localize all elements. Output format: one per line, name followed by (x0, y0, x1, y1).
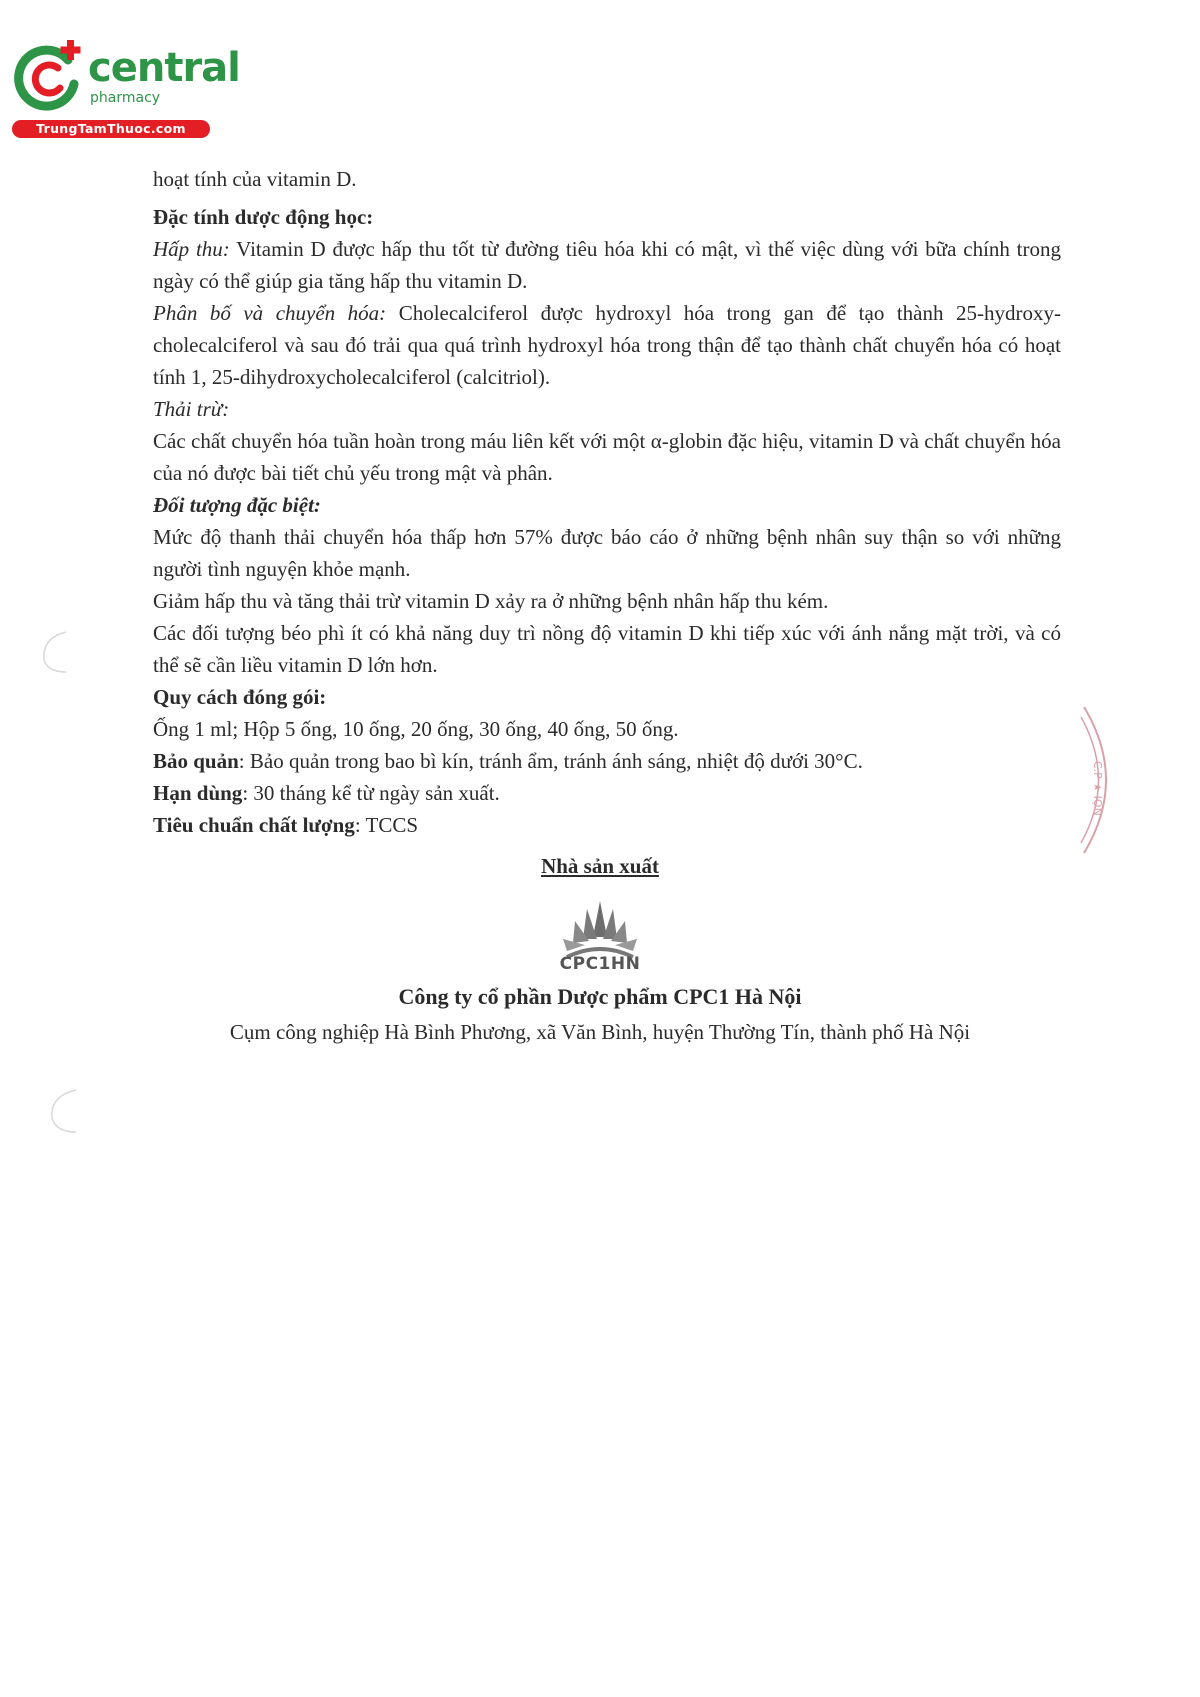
partial-stamp (1080, 705, 1124, 855)
heading-special-populations: Đối tượng đặc biệt: (153, 493, 321, 517)
document-body (153, 163, 1061, 841)
pharmacy-logo (12, 38, 240, 138)
manufacturer-address: Cụm công nghiệp Hà Bình Phương, xã Văn Bình, huyện Thường Tín, thành phố Hà Nội (229, 1020, 971, 1044)
paragraph-continuation: hoạt tính của vitamin D. (153, 167, 357, 191)
paragraph-packaging: Ống 1 ml; Hộp 5 ống, 10 ống, 20 ống, 30 ống, 40 ống, 50 ống. (153, 717, 679, 741)
logo-subtitle: pharmacy (90, 90, 161, 106)
logo-brand: central (88, 45, 240, 91)
paragraph-expiry (153, 777, 1061, 809)
label-distribution: Phân bố và chuyển hóa: (153, 301, 387, 325)
stamp-text: C.P ★ IỘN (1091, 761, 1104, 816)
label-absorption: Hấp thu: (153, 237, 230, 261)
label-elimination: Thải trừ: (153, 397, 230, 421)
text-expiry: : 30 tháng kể từ ngày sản xuất. (242, 781, 500, 805)
paragraph-special-1: Mức độ thanh thải chuyển hóa thấp hơn 57% được báo cáo ở những bệnh nhân suy thận so với những người tình nguyện khỏe mạnh. (153, 525, 1061, 581)
heading-pharmacokinetics: Đặc tính dược động học: (153, 205, 374, 229)
punch-hole-mark (40, 630, 70, 674)
paragraph-elimination: Các chất chuyển hóa tuần hoàn trong máu liên kết với một α-globin đặc hiệu, vitamin D và chất chuyển hóa của nó được bài tiết chủ yếu trong mật và phân. (153, 429, 1061, 485)
text-absorption: Vitamin D được hấp thu tốt từ đường tiêu hóa khi có mật, vì thế việc dùng với bữa chính trong ngày có thể giúp gia tăng hấp thu vitamin D. (153, 237, 1062, 293)
cpc1-logo-text: CPC1HN (559, 954, 641, 974)
paragraph-standard (153, 809, 1061, 841)
text-standard: : TCCS (354, 813, 419, 837)
punch-hole-mark (46, 1088, 80, 1134)
paragraph-absorption (153, 233, 1061, 297)
paragraph-special-3: Các đối tượng béo phì ít có khả năng duy trì nồng độ vitamin D khi tiếp xúc với ánh nắng mặt trời, và có thể sẽ cần liều vitamin D lớn hơn. (153, 621, 1061, 677)
heading-packaging: Quy cách đóng gói: (153, 685, 327, 709)
label-storage: Bảo quản (153, 749, 239, 773)
paragraph-storage (153, 745, 1061, 777)
manufacturer-heading: Nhà sản xuất (541, 854, 659, 878)
label-expiry: Hạn dùng (153, 781, 243, 805)
manufacturer-company: Công ty cổ phần Dược phẩm CPC1 Hà Nội (398, 984, 802, 1009)
text-storage: : Bảo quản trong bao bì kín, tránh ẩm, tránh ánh sáng, nhiệt độ dưới 30°C. (238, 749, 863, 773)
label-standard: Tiêu chuẩn chất lượng (153, 813, 355, 837)
paragraph-distribution (153, 297, 1061, 393)
central-logo-icon (12, 38, 92, 118)
text-distribution: Cholecalciferol được hydroxyl hóa trong gan để tạo thành 25-hydroxy-cholecalciferol và sau đó trải qua quá trình hydroxyl hóa trong thận để tạo thành chất chuyển hóa có hoạt tính 1, 25-dihydroxycholecalciferol (calcitriol). (153, 301, 1061, 389)
logo-url-badge: TrungTamThuoc.com (12, 120, 210, 138)
paragraph-special-2: Giảm hấp thu và tăng thải trừ vitamin D xảy ra ở những bệnh nhân hấp thu kém. (153, 589, 829, 613)
